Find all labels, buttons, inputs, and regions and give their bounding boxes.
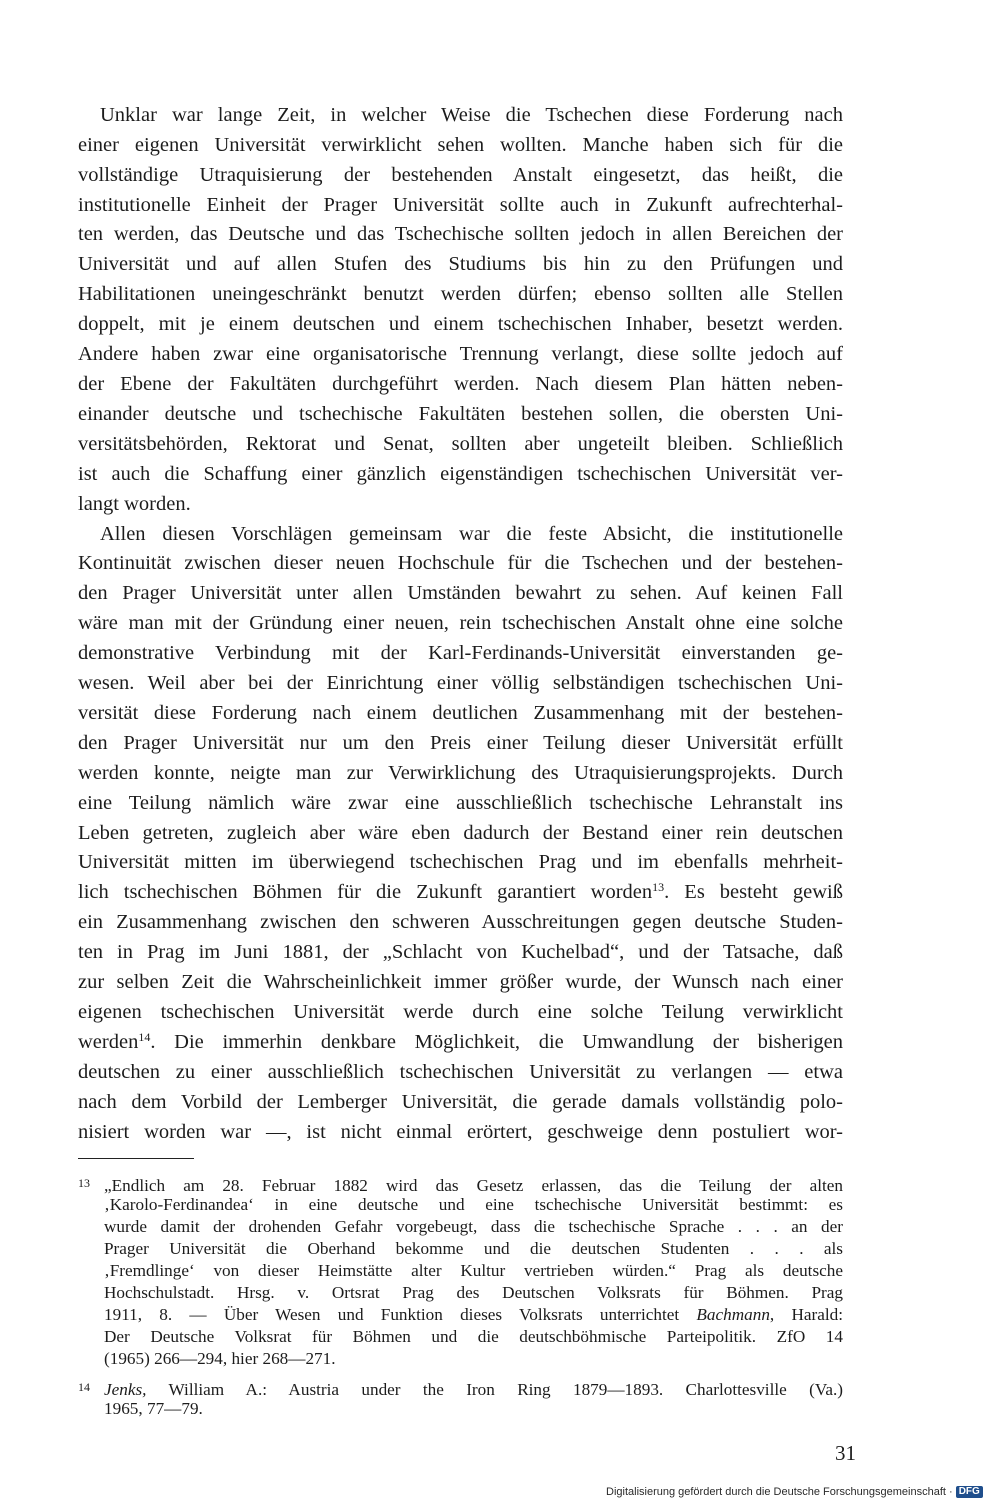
digitization-credit (606, 1483, 996, 1501)
footnote-13-line: Der Deutsche Volksrat für Böhmen und die deutschböhmische Parteipolitik. ZfO 14 (104, 1327, 843, 1346)
body-line: den Prager Universität nur um den Preis einer Teilung dieser Universität erfüllt (78, 732, 843, 754)
footnote-13-line: Hochschulstadt. Hrsg. v. Ortsrat Prag des Deutschen Volksrats für Böhmen. Prag (104, 1283, 843, 1302)
footnote-13-line: Prager Universität die Oberhand bekomme und die deutschen Studenten . . . als (104, 1239, 843, 1258)
body-line: nach dem Vorbild der Lemberger Universität, die gerade damals vollständig polo- (78, 1091, 843, 1113)
body-line: demonstrative Verbindung mit der Karl-Ferdinands-Universität einverstanden ge- (78, 642, 843, 664)
body-line: Habilitationen uneingeschränkt benutzt werden dürfen; ebenso sollten alle Stellen (78, 283, 843, 305)
page-number: 31 (835, 1441, 856, 1465)
body-line: Universität mitten im überwiegend tschechischen Prag und im ebenfalls mehrheit- (78, 851, 843, 873)
footnote-13-line: (1965) 266—294, hier 268—271. (104, 1349, 336, 1368)
body-line: der Ebene der Fakultäten durchgeführt werden. Nach diesem Plan hätten neben- (78, 373, 843, 395)
body-line: wesen. Weil aber bei der Einrichtung einer völlig selbständigen tschechischen Uni- (78, 672, 843, 694)
footnote-13-line (78, 1172, 843, 1194)
footnote-13-number: 13 (78, 1176, 90, 1190)
body-line: ist auch die Schaffung einer gänzlich eigenständigen tschechischen Universität ver- (78, 463, 843, 485)
body-line: einander deutsche und tschechische Fakultäten bestehen sollen, die obersten Uni- (78, 403, 843, 425)
footnote-14-line: 1965, 77—79. (104, 1399, 203, 1418)
body-line: Unklar war lange Zeit, in welcher Weise die Tschechen diese Forderung nach (100, 104, 843, 126)
body-line: ein Zusammenhang zwischen den schweren Ausschreitungen gegen deutsche Studen- (78, 911, 843, 933)
footnote-13-line: ‚Fremdlinge‘ von dieser Heimstätte alter Kultur vertrieben würden.“ Prag als deutsche (104, 1261, 843, 1280)
footnote-14-line (78, 1376, 843, 1398)
body-line: doppelt, mit je einem deutschen und einem tschechischen Inhaber, besetzt werden. (78, 313, 843, 335)
footnote-author: Jenks, (104, 1380, 147, 1399)
body-line: eine Teilung nämlich wäre zwar eine ausschließlich tschechische Lehranstalt ins (78, 792, 843, 814)
body-line: wäre man mit der Gründung einer neuen, rein tschechischen Anstalt ohne eine solche (78, 612, 843, 634)
body-line (78, 1027, 843, 1057)
body-line: ten in Prag im Juni 1881, der „Schlacht von Kuchelbad“, und der Tatsache, daß (78, 941, 843, 963)
credit-text: Digitalisierung gefördert durch die Deutsche Forschungsgemeinschaft · (606, 1486, 953, 1498)
body-line: Universität und auf allen Stufen des Studiums bis hin zu den Prüfungen und (78, 253, 843, 275)
body-line: ten werden, das Deutsche und das Tschechische sollten jedoch in allen Bereichen der (78, 223, 843, 245)
body-line: eigenen tschechischen Universität werde durch eine solche Teilung verwirklicht (78, 1001, 843, 1023)
body-line-text: lich tschechischen Böhmen für die Zukunft garantiert worden (78, 881, 653, 903)
body-line-text: werden (78, 1031, 139, 1053)
footnote-text: 1911, 8. — Über Wesen und Funktion dieses Volksrats unterrichtet (104, 1305, 680, 1324)
footnote-author: Bachmann (696, 1305, 770, 1324)
footnote-divider (78, 1158, 194, 1159)
body-line: den Prager Universität unter allen Umständen bewahrt zu sehen. Auf keinen Fall (78, 582, 843, 604)
body-line: einer eigenen Universität verwirklicht sehen wollten. Manche haben sich für die (78, 134, 843, 156)
body-line: Allen diesen Vorschlägen gemeinsam war die feste Absicht, die institutionelle (100, 523, 843, 545)
footnote-13-line (104, 1304, 843, 1326)
footnote-14-number: 14 (78, 1380, 90, 1394)
body-line: Leben getreten, zugleich aber wäre eben dadurch der Bestand einer rein deutschen (78, 822, 843, 844)
footnote-reference: 13 (652, 880, 665, 894)
dfg-logo: DFG (956, 1486, 983, 1498)
body-line: versitätsbehörden, Rektorat und Senat, sollten aber ungeteilt bleiben. Schließlich (78, 433, 843, 455)
body-line: Andere haben zwar eine organisatorische Trennung verlangt, diese sollte jedoch auf (78, 343, 843, 365)
body-line: Kontinuität zwischen dieser neuen Hochschule für die Tschechen und der bestehen- (78, 552, 843, 574)
body-line: nisiert worden war —, ist nicht einmal erörtert, geschweige denn postuliert wor- (78, 1121, 843, 1143)
body-line: deutschen zu einer ausschließlich tschechischen Universität zu verlangen — etwa (78, 1061, 843, 1083)
body-line: versität diese Forderung nach einem deutlichen Zusammenhang mit der bestehen- (78, 702, 843, 724)
body-line: werden konnte, neigte man zur Verwirklichung des Utraquisierungsprojekts. Durch (78, 762, 843, 784)
footnote-13-line: wurde damit der drohenden Gefahr vorgebeugt, dass die tschechische Sprache . . . an der (104, 1217, 843, 1236)
body-line-text: . Die immerhin denkbare Möglichkeit, die Umwandlung der bisherigen (150, 1031, 843, 1053)
body-line: institutionelle Einheit der Prager Universität sollte auch in Zukunft aufrechterhal- (78, 194, 843, 216)
body-line: vollständige Utraquisierung der bestehenden Anstalt eingesetzt, das heißt, die (78, 164, 843, 186)
footnote-text: „Endlich am 28. Februar 1882 wird das Gesetz erlassen, das die Teilung der alten (104, 1176, 843, 1195)
body-line: langt worden. (78, 493, 191, 515)
footnote-text: William A.: Austria under the Iron Ring 1879—1893. Charlottesville (Va.) (168, 1380, 843, 1399)
footnote-13-line: ‚Karolo-Ferdinandea‘ in eine deutsche und eine tschechische Universität bestimmt: es (104, 1195, 843, 1214)
body-line (78, 877, 843, 907)
body-line: zur selben Zeit die Wahrscheinlichkeit immer größer wurde, der Wunsch nach einer (78, 971, 843, 993)
footnote-reference: 14 (138, 1030, 151, 1044)
body-line-text: . Es besteht gewiß (664, 881, 843, 903)
footnote-text: , Harald: (769, 1305, 843, 1324)
